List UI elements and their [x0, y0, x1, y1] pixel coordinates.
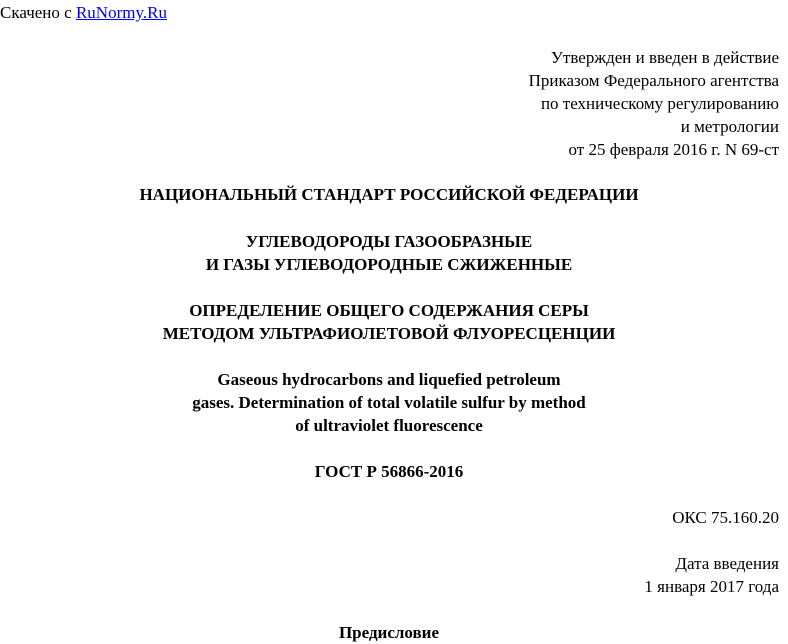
- method-title: [0, 299, 778, 345]
- introduction-date: 1 января 2017 года: [644, 577, 779, 596]
- introduction-date-block: [644, 552, 779, 598]
- english-title-line: of ultraviolet fluorescence: [295, 416, 483, 435]
- standard-heading: [0, 183, 778, 206]
- subject-title-line: И ГАЗЫ УГЛЕВОДОРОДНЫЕ СЖИЖЕННЫЕ: [205, 255, 573, 274]
- oks-code: [672, 506, 779, 529]
- gost-number: [0, 460, 778, 483]
- approval-line: от 25 февраля 2016 г. N 69-ст: [568, 140, 779, 159]
- gost-number-text: ГОСТ Р 56866-2016: [314, 462, 464, 481]
- foreword-heading-text: Предисловие: [338, 623, 440, 642]
- english-title-line: Gaseous hydrocarbons and liquefied petroleum: [217, 370, 561, 389]
- subject-title: [0, 230, 778, 276]
- approval-line: Утвержден и введен в действие: [550, 48, 779, 67]
- approval-block: [529, 46, 779, 161]
- download-notice: [0, 1, 167, 24]
- english-title-line: gases. Determination of total volatile sulfur by method: [192, 393, 586, 412]
- download-notice-prefix: Скачено с: [0, 3, 76, 22]
- introduction-label: Дата введения: [675, 554, 779, 573]
- standard-heading-text: НАЦИОНАЛЬНЫЙ СТАНДАРТ РОССИЙСКОЙ ФЕДЕРАЦИИ: [139, 185, 639, 204]
- approval-line: Приказом Федерального агентства: [528, 71, 779, 90]
- runormy-link[interactable]: RuNormy.Ru: [75, 3, 167, 22]
- method-title-line: ОПРЕДЕЛЕНИЕ ОБЩЕГО СОДЕРЖАНИЯ СЕРЫ: [189, 301, 589, 320]
- approval-line: по техническому регулированию: [540, 94, 779, 113]
- subject-title-line: УГЛЕВОДОРОДЫ ГАЗООБРАЗНЫЕ: [245, 232, 533, 251]
- oks-code-text: ОКС 75.160.20: [672, 508, 779, 527]
- english-title: [0, 368, 778, 437]
- method-title-line: МЕТОДОМ УЛЬТРАФИОЛЕТОВОЙ ФЛУОРЕСЦЕНЦИИ: [162, 324, 616, 343]
- approval-line: и метрологии: [680, 117, 779, 136]
